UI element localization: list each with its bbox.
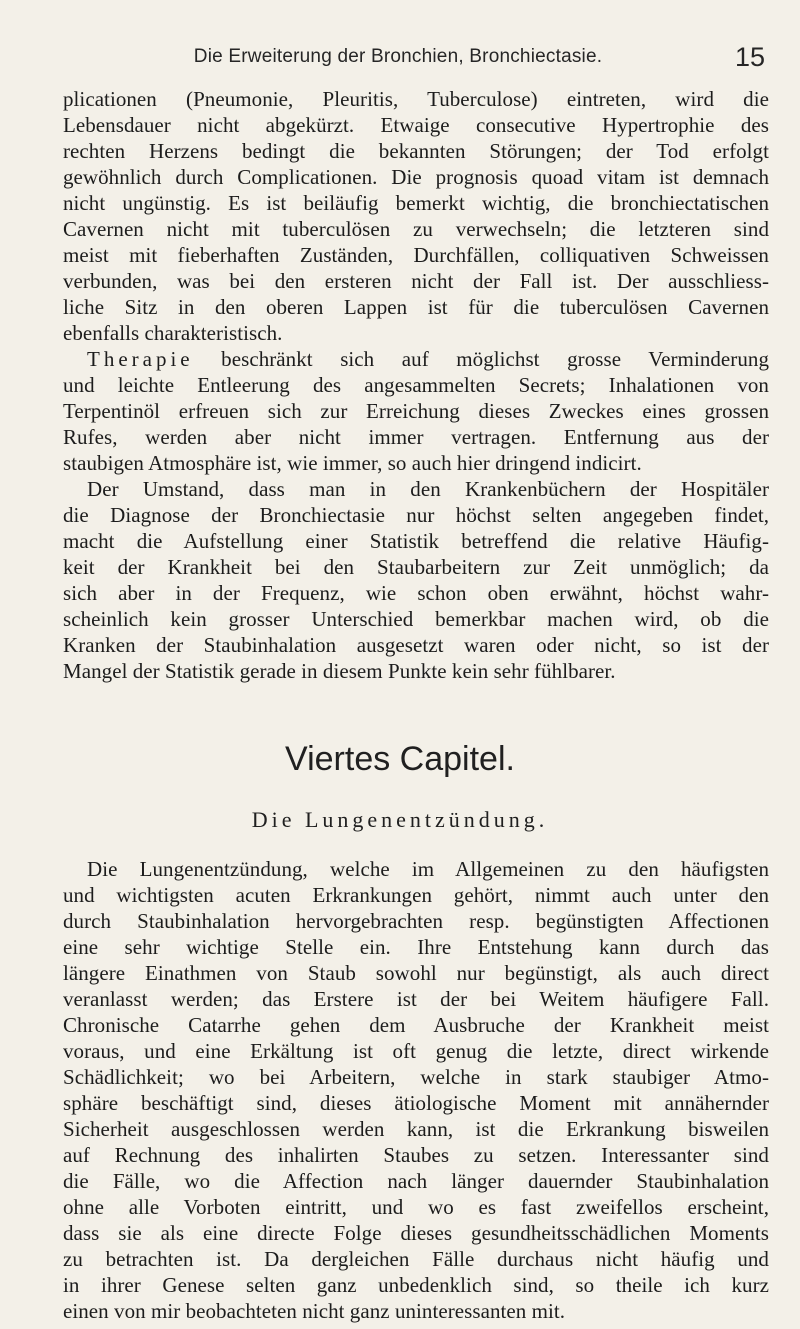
text-line: auf Rechnung des inhalirten Staubes zu setzen. Interessanter sind [63,1143,769,1167]
text-line: Terpentinöl erfreuen sich zur Erreichung dieses Zweckes eines grossen [63,399,769,423]
text-line: zu betrachten ist. Da dergleichen Fälle durchaus nicht häufig und [63,1247,769,1271]
text-line: Sicherheit ausgeschlossen werden kann, ist die Erkrankung bisweilen [63,1117,769,1141]
text-line: durch Staubinhalation hervorgebrachten resp. begünstigten Affectionen [63,909,769,933]
text-line: sich aber in der Frequenz, wie schon oben erwähnt, höchst wahr- [63,581,769,605]
text-line: voraus, und eine Erkältung ist oft genug die letzte, direct wirkende [63,1039,769,1063]
page-number: 15 [735,42,766,72]
text-line: sphäre beschäftigt sind, dieses ätiologische Moment mit annähernder [63,1091,769,1115]
text-line: verbunden, was bei den ersteren nicht der Fall ist. Der ausschliess- [63,269,769,293]
text-line: Cavernen nicht mit tuberculösen zu verwechseln; die letzteren sind [63,217,769,241]
section-title: Die Lungenentzündung. [251,807,549,832]
text-line: dass sie als eine directe Folge dieses gesundheitsschädlichen Moments [63,1221,769,1245]
therapie-first-line [87,346,769,372]
therapie-heading-word: Therapie [87,347,194,371]
text-line: und wichtigsten acuten Erkrankungen gehört, nimmt auch unter den [63,883,769,907]
text-line: rechten Herzens bedingt die bekannten Störungen; der Tod erfolgt [63,139,769,163]
text-line: eine sehr wichtige Stelle ein. Ihre Entstehung kann durch das [63,935,769,959]
text-line: Kranken der Staubinhalation ausgesetzt waren oder nicht, so ist der [63,633,769,657]
text-line: ebenfalls charakteristisch. [63,321,283,345]
text-line: Chronische Catarrhe gehen dem Ausbruche der Krankheit meist [63,1013,769,1037]
text-line: Lebensdauer nicht abgekürzt. Etwaige consecutive Hypertrophie des [63,113,769,137]
text-line: und leichte Entleerung des angesammelten Secrets; Inhalationen von [63,373,769,397]
running-header: Die Erweiterung der Bronchien, Bronchiectasie. [193,46,603,67]
text-line: ohne alle Vorboten eintritt, und wo es fast zweifellos erscheint, [63,1195,769,1219]
text-line: keit der Krankheit bei den Staubarbeitern zur Zeit unmöglich; da [63,555,769,579]
text-line: nicht ungünstig. Es ist beiläufig bemerkt wichtig, die bronchiectatischen [63,191,769,215]
chapter-title: Viertes Capitel. [285,740,515,778]
text-line: staubigen Atmosphäre ist, wie immer, so auch hier dringend indicirt. [63,451,642,475]
text-line: die Fälle, wo die Affection nach länger dauernder Staubinhalation [63,1169,769,1193]
text-fragment: beschränkt sich auf möglichst grosse Verminderung [193,347,769,371]
text-line: veranlasst werden; das Erstere ist der bei Weitem häufigere Fall. [63,987,769,1011]
text-line: Die Lungenentzündung, welche im Allgemeinen zu den häufigsten [87,857,769,881]
text-line: Der Umstand, dass man in den Krankenbüchern der Hospitäler [87,477,769,501]
text-line: in ihrer Genese selten ganz unbedenklich sind, so theile ich kurz [63,1273,769,1297]
text-line: die Diagnose der Bronchiectasie nur höchst selten angegeben findet, [63,503,769,527]
text-line: gewöhnlich durch Complicationen. Die prognosis quoad vitam ist demnach [63,165,769,189]
text-line: liche Sitz in den oberen Lappen ist für die tuberculösen Cavernen [63,295,769,319]
text-line: scheinlich kein grosser Unterschied bemerkbar machen wird, ob die [63,607,769,631]
text-line: Schädlichkeit; wo bei Arbeitern, welche in stark staubiger Atmo- [63,1065,769,1089]
text-line: längere Einathmen von Staub sowohl nur begünstigt, als auch direct [63,961,769,985]
text-line: Mangel der Statistik gerade in diesem Punkte kein sehr fühlbarer. [63,659,616,683]
text-line: macht die Aufstellung einer Statistik betreffend die relative Häufig- [63,529,769,553]
text-line: plicationen (Pneumonie, Pleuritis, Tuberculose) eintreten, wird die [63,87,769,111]
text-line: meist mit fieberhaften Zuständen, Durchfällen, colliquativen Schweissen [63,243,769,267]
text-line: einen von mir beobachteten nicht ganz uninteressanten mit. [63,1299,566,1323]
text-line: Rufes, werden aber nicht immer vertragen. Entfernung aus der [63,425,769,449]
